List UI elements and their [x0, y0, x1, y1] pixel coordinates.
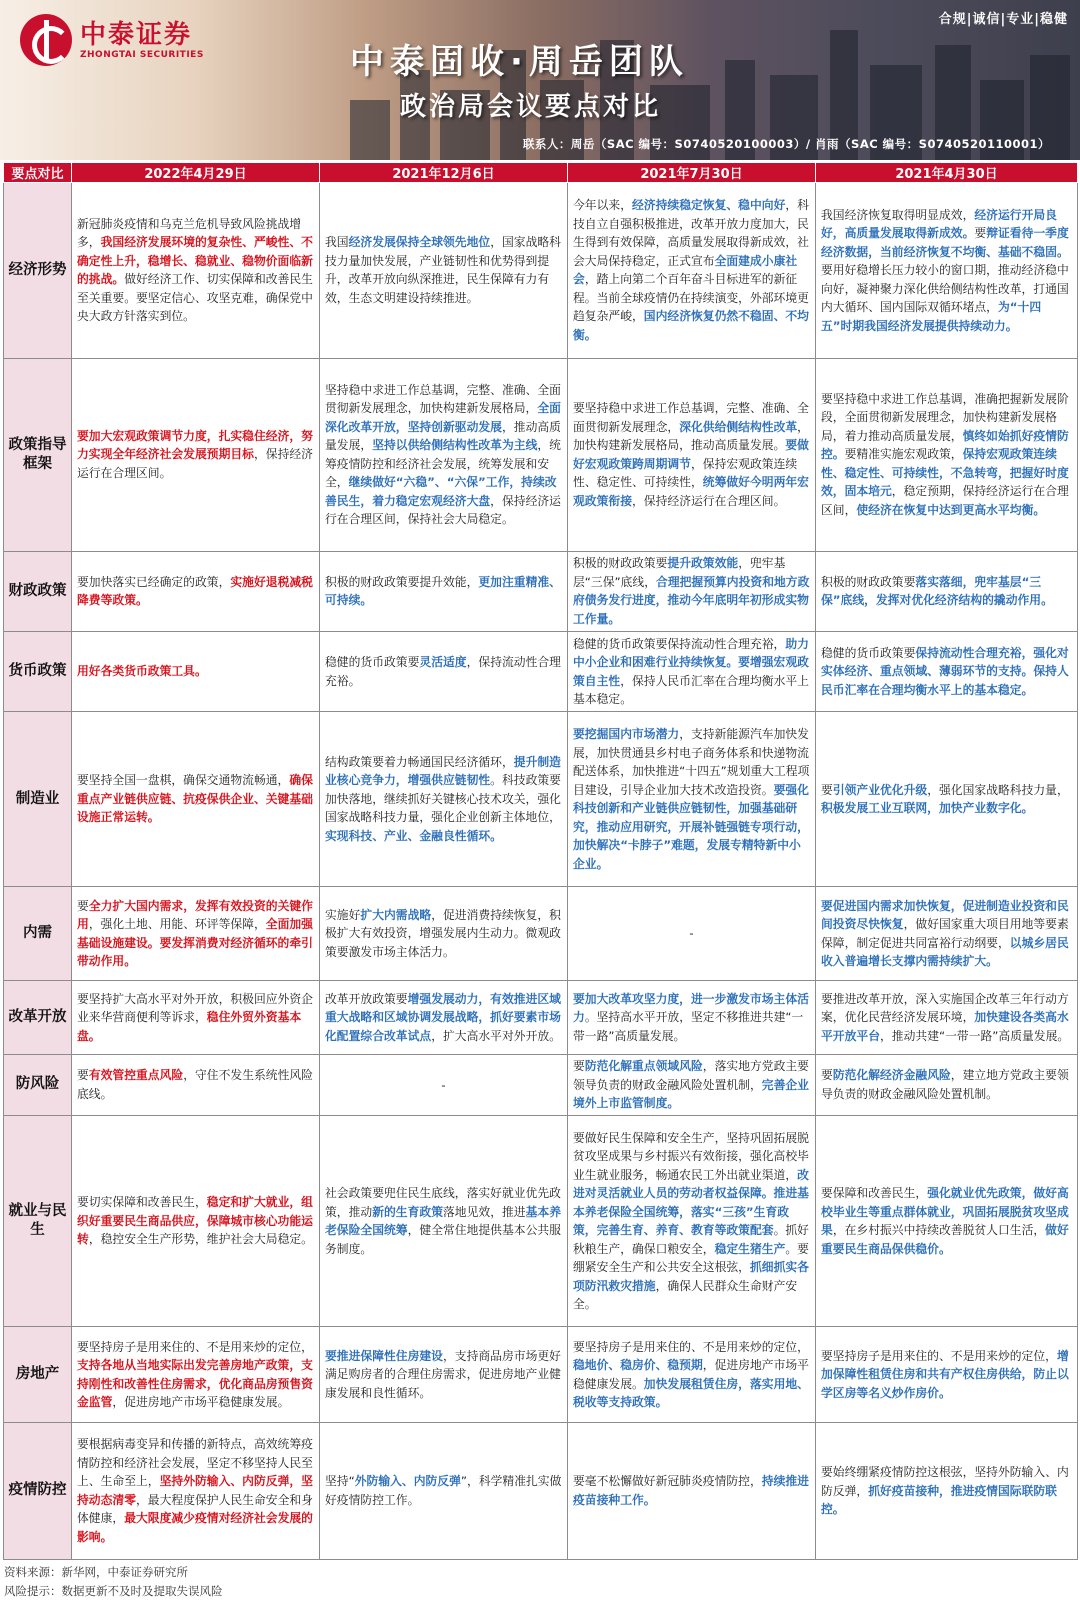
table-header-row — [4, 163, 1078, 183]
cell-text: 。坚持高水平开放，坚定不移推进共建“一带一路”高质量发展。 — [573, 1010, 804, 1043]
cell-text: - — [441, 1077, 446, 1092]
cell-text: 要 — [821, 1068, 833, 1083]
column-header: 2021年7月30日 — [568, 163, 816, 183]
row-category: 政策指导框架 — [4, 358, 72, 551]
highlight-blue-text: 提升制造业核心竞争力，增强供应链韧性 — [325, 754, 561, 788]
highlight-blue-text: 经济持续稳定恢复、稳中向好 — [632, 198, 786, 213]
cell-text: 。要绷紧安全生产和公共安全这根弦， — [573, 1241, 809, 1275]
table-cell — [816, 551, 1078, 631]
highlight-red-text: 实施好退税减税降费等政策。 — [77, 574, 313, 608]
highlight-blue-text: 助力中小企业和困难行业持续恢复。要增强宏观政策自主性 — [573, 636, 809, 688]
table-cell — [568, 981, 816, 1054]
source-note: 资料来源：新华网，中泰证券研究所 — [4, 1565, 188, 1579]
cell-text: ，促进房地产市场平稳健康发展。 — [573, 1358, 809, 1391]
cell-text: 积极的财政政策要 — [821, 574, 916, 589]
cell-text: ，踏上向第二个百年奋斗目标进军的新征程。当前全球疫情仍在持续演变，外部环境更趋复杂严峻， — [573, 272, 809, 324]
cell-text: ，支持商品房市场更好满足购房者的合理住房需求，促进房地产业健康发展和良性循环。 — [325, 1348, 561, 1400]
cell-text: ，保持经济运行在合理区间，保持社会大局稳定。 — [325, 493, 561, 527]
highlight-blue-text: 稳地价、稳房价、稳预期 — [573, 1358, 703, 1373]
table-cell — [72, 886, 320, 980]
table-cell — [816, 1327, 1078, 1422]
table-cell — [72, 1116, 320, 1327]
table-cell — [320, 981, 568, 1054]
highlight-red-text: 我国经济发展环境的复杂性、严峻性、不确定性上升，稳增长、稳就业、稳物价面临新的挑战。 — [77, 235, 313, 287]
table-cell — [816, 1116, 1078, 1327]
cell-text: ，兜牢基层“三保”底线， — [573, 556, 786, 589]
highlight-blue-text: 抓细抓实各项防汛救灾措施 — [573, 1260, 809, 1293]
cell-text: 要保障和改善民生， — [821, 1186, 928, 1201]
highlight-blue-text: 灵活适度 — [419, 655, 467, 670]
cell-text: 要 — [974, 226, 987, 241]
table-cell — [320, 712, 568, 887]
highlight-red-text: 用好各类货币政策工具。 — [77, 664, 207, 679]
table-cell — [568, 712, 816, 887]
cell-text: ，保持宏观政策连续性、稳定性、可持续性， — [573, 456, 798, 490]
table-cell — [568, 1116, 816, 1327]
highlight-blue-text: 强化就业优先政策，做好高校毕业生等重点群体就业，巩固拓展脱贫攻坚成果 — [821, 1186, 1069, 1238]
highlight-blue-text: 保持流动性合理充裕，强化对实体经济、重点领域、薄弱环节的支持。保持人民币汇率在合理均衡水平上的基本稳定。 — [821, 645, 1069, 697]
table-cell — [568, 1327, 816, 1422]
cell-text: 要坚持稳中求进工作总基调，准确把握新发展阶段，全面贯彻新发展理念，加快构建新发展格局，着力推动高质量发展， — [821, 391, 1069, 443]
cell-text: 我国 — [325, 235, 349, 250]
highlight-blue-text: 基本养老保险全国统筹 — [325, 1204, 561, 1238]
table-cell — [568, 1054, 816, 1115]
cell-text: ，强化国家战略科技力量， — [927, 782, 1069, 797]
row-category: 疫情防控 — [4, 1422, 72, 1559]
row-category: 房地产 — [4, 1327, 72, 1422]
cell-text: ，保持人民币汇率在合理均衡水平上基本稳定。 — [573, 673, 809, 707]
table-cell — [72, 1422, 320, 1559]
footer-notes — [4, 1563, 223, 1601]
table-cell — [72, 981, 320, 1054]
cell-text: 要用好稳增长压力较小的窗口期，推动经济稳中向好，凝神聚力深化供给侧结构性改革，打通国内大循环、国内国际双循环堵点， — [821, 263, 1069, 315]
cell-text: ，健全常住地提供基本公共服务制度。 — [325, 1223, 561, 1256]
comparison-table-wrapper — [3, 162, 1077, 1560]
cell-text: ，落实地方党政主要领导负责的财政金融风险处置机制， — [573, 1059, 809, 1092]
cell-text: 要 — [821, 782, 833, 797]
cell-text: ，建立地方党政主要领导负责的财政金融风险处置机制。 — [821, 1068, 1069, 1101]
cell-text: 结构政策要着力畅通国民经济循环， — [325, 754, 514, 769]
highlight-red-text: 全面加强基础设施建设。要发挥消费对经济循环的牵引带动作用。 — [77, 917, 313, 969]
cell-text: ，最大程度保护人民生命安全和身体健康， — [77, 1492, 313, 1526]
highlight-red-text: 要加大宏观政策调节力度，扎实稳住经济，努力实现全年经济社会发展预期目标 — [77, 428, 313, 462]
table-cell — [816, 631, 1078, 711]
highlight-blue-text: 经济运行开局良好，高质量发展取得新成效。 — [821, 207, 1057, 241]
highlight-blue-text: 完善企业境外上市监管制度。 — [573, 1077, 809, 1111]
cell-text: 要 — [77, 1068, 89, 1083]
highlight-blue-text: 新的生育政策 — [372, 1204, 443, 1219]
cell-text: 要毫不松懈做好新冠肺炎疫情防控， — [573, 1474, 762, 1489]
comparison-table — [3, 162, 1078, 1560]
cell-text: 要始终绷紧疫情防控这根弦，坚持外防输入、内防反弹， — [821, 1465, 1069, 1498]
highlight-blue-text: 全面建成小康社会 — [573, 253, 798, 287]
highlight-blue-text: 加快建设各类高水平开放平台 — [821, 1010, 1069, 1043]
cell-text: ，统筹疫情防控和经济社会发展，统筹发展和安全， — [325, 438, 561, 490]
table-row — [4, 981, 1078, 1054]
table-cell — [320, 1116, 568, 1327]
highlight-blue-text: 扩大内需战略 — [360, 907, 432, 922]
cell-text: ，国家战略科技力量加快发展，产业链韧性和优势得到提升，改革开放向纵深推进，民生保障有力有效，生态文明建设持续推进。 — [325, 235, 561, 305]
table-row — [4, 1116, 1078, 1327]
cell-text: 要坚持房子是用来住的、不是用来炒的定位， — [821, 1348, 1057, 1363]
highlight-blue-text: 做好重要民生商品保供稳价。 — [821, 1223, 1069, 1256]
highlight-blue-text: 增强发展动力，有效推进区域重大战略和区域协调发展战略，抓好要素市场化配置综合改革试点 — [325, 991, 561, 1043]
cell-text: 积极的财政政策要提升效能， — [325, 574, 479, 589]
cell-text: 。抓好秋粮生产，确保口粮安全， — [573, 1223, 809, 1256]
zhongtai-logo-icon — [20, 14, 72, 66]
column-header: 2021年4月30日 — [816, 163, 1078, 183]
cell-text: 实施好 — [325, 907, 361, 922]
table-cell — [72, 1327, 320, 1422]
table-row — [4, 551, 1078, 631]
table-row — [4, 712, 1078, 887]
highlight-blue-text: 经济发展保持全球领先地位 — [348, 235, 491, 250]
table-cell — [320, 631, 568, 711]
table-cell — [816, 1054, 1078, 1115]
table-row — [4, 358, 1078, 551]
cell-text: 要坚持房子是用来住的、不是用来炒的定位， — [573, 1339, 809, 1354]
cell-text: ，做好国家重大项目用地等要素保障，制定促进共同富裕行动纲要， — [821, 917, 1069, 950]
table-cell — [320, 1422, 568, 1559]
highlight-red-text: 确保重点产业链供应链、抗疫保供企业、关键基础设施正常运转。 — [77, 773, 313, 825]
highlight-blue-text: 外防输入、内防反弹 — [354, 1474, 461, 1489]
highlight-blue-text: 更加注重精准、可持续。 — [325, 574, 561, 608]
cell-text: ，稳控安全生产形势，维护社会大局稳定。 — [88, 1232, 313, 1247]
row-category: 经济形势 — [4, 183, 72, 359]
cell-text: ，促进消费持续恢复，积极扩大有效投资，增强发展内生动力。微观政策要激发市场主体活力。 — [325, 907, 561, 959]
row-category: 制造业 — [4, 712, 72, 887]
highlight-blue-text: 防范化解经济金融风险 — [832, 1068, 951, 1083]
contact-line: 联系人：周岳（SAC 编号：S0740520100003）/ 肖雨（SAC 编号：S0740520110001） — [522, 137, 1050, 151]
highlight-blue-text: 要促进国内需求加快恢复，促进制造业投资和民间投资尽快恢复 — [821, 898, 1069, 932]
cell-text: ，在乡村振兴中持续改善脱贫人口生活， — [832, 1223, 1046, 1238]
cell-text: 积极的财政政策要 — [573, 556, 668, 571]
table-cell — [816, 712, 1078, 887]
row-category: 财政政策 — [4, 551, 72, 631]
table-cell — [568, 886, 816, 980]
highlight-red-text: 最大限度减少疫情对经济社会发展的影响。 — [77, 1511, 313, 1544]
highlight-red-text: 支持各地从当地实际出发完善房地产政策，支持刚性和改善性住房需求，优化商品房预售资金监管 — [77, 1358, 313, 1410]
cell-text: 新冠肺炎疫情和乌克兰危机导致风险挑战增多， — [77, 216, 302, 250]
table-cell — [72, 551, 320, 631]
table-cell — [568, 183, 816, 359]
cell-text: ，保持经济运行在合理区间。 — [77, 447, 313, 480]
cell-text: 要坚持扩大高水平对外开放，积极回应外资企业来华营商便利等诉求， — [77, 991, 313, 1025]
table-row — [4, 631, 1078, 711]
highlight-blue-text: 慎终如始抓好疫情防控。 — [821, 428, 1069, 462]
table-row — [4, 1327, 1078, 1422]
highlight-blue-text: 稳定生猪生产 — [714, 1241, 786, 1256]
table-cell — [320, 183, 568, 359]
cell-text: ，强化土地、用能、环评等保障， — [88, 917, 266, 932]
table-row — [4, 1054, 1078, 1115]
cell-text: 我国经济恢复取得明显成效， — [821, 207, 975, 222]
table-cell — [568, 1422, 816, 1559]
highlight-blue-text: 继续做好“六稳”、“六保”工作，持续改善民生，着力稳定宏观经济大盘 — [325, 475, 557, 508]
highlight-blue-text: 防范化解重点领域风险 — [584, 1059, 703, 1074]
cell-text: 要加快落实已经确定的政策， — [77, 574, 231, 589]
cell-text: ，推动高质量发展， — [325, 419, 561, 453]
cell-text: 落地见效，推进 — [443, 1204, 526, 1219]
cell-text: ，加快构建新发展格局，推动高质量发展。 — [573, 419, 809, 453]
highlight-blue-text: 要挖掘国内市场潜力 — [573, 727, 680, 742]
cell-text: 社会政策要兜住民生底线，落实好就业优先政策，推动 — [325, 1186, 561, 1219]
table-cell — [568, 358, 816, 551]
highlight-blue-text: 积极发展工业互联网，加快产业数字化。 — [821, 801, 1034, 816]
cell-text: 。科技政策要加快落地，继续抓好关键核心技术攻关，强化国家战略科技力量，强化企业创新主体地位， — [325, 773, 561, 825]
table-cell — [816, 981, 1078, 1054]
highlight-blue-text: 落实落细，兜牢基层“三保”底线，发挥对优化经济结构的撬动作用。 — [821, 574, 1053, 608]
highlight-blue-text: 国内经济恢复仍然不稳固、不均衡。 — [573, 309, 809, 342]
cell-text: 要坚持全国一盘棋，确保交通物流畅通， — [77, 773, 290, 788]
table-cell — [320, 551, 568, 631]
cell-text: 要 — [77, 898, 89, 913]
highlight-red-text: 有效管控重点风险 — [88, 1068, 184, 1083]
cell-text: ，守住不发生系统性风险底线。 — [77, 1068, 313, 1101]
table-row — [4, 886, 1078, 980]
highlight-blue-text: 实现科技、产业、金融良性循环。 — [325, 828, 502, 843]
table-cell — [72, 631, 320, 711]
column-header: 2022年4月29日 — [72, 163, 320, 183]
table-cell — [72, 712, 320, 887]
cell-text: ，扩大高水平对外开放。 — [431, 1028, 561, 1043]
highlight-red-text: 全力扩大国内需求，发挥有效投资的关键作用 — [77, 898, 313, 932]
highlight-red-text: 稳住外贸外资基本盘。 — [77, 1010, 302, 1043]
highlight-blue-text: 抓好疫苗接种，推进疫情国际联防联控。 — [821, 1483, 1057, 1517]
highlight-blue-text: 合理把握预算内投资和地方政府债务发行进度，推动今年底明年初形成实物工作量。 — [573, 574, 810, 626]
cell-text: 稳健的货币政策要 — [325, 655, 420, 670]
cell-text: 改革开放政策要 — [325, 991, 408, 1006]
table-row — [4, 1422, 1078, 1559]
cell-text: - — [689, 926, 694, 941]
logo-cn-text: 中泰证券 — [80, 20, 193, 50]
cell-text: 要坚持稳中求进工作总基调，完整、准确、全面贯彻新发展理念， — [573, 401, 809, 434]
highlight-blue-text: 保持宏观政策连续性、稳定性、可持续性，不急转弯，把握好时度效，固本培元 — [821, 447, 1069, 499]
highlight-blue-text: 使经济在恢复中达到更高水平均衡。 — [856, 502, 1046, 517]
cell-text: ，促进房地产市场平稳健康发展。 — [112, 1395, 290, 1410]
row-category: 货币政策 — [4, 631, 72, 711]
row-category: 内需 — [4, 886, 72, 980]
page-subtitle: 政治局会议要点对比 — [400, 92, 662, 122]
table-cell — [816, 183, 1078, 359]
column-header: 2021年12月6日 — [320, 163, 568, 183]
table-cell — [816, 886, 1078, 980]
company-logo — [20, 14, 204, 66]
cell-text: ，推动共建“一带一路”高质量发展。 — [880, 1028, 1070, 1043]
table-cell — [568, 631, 816, 711]
highlight-blue-text: 持续推进疫苗接种工作。 — [573, 1474, 809, 1507]
cell-text: 稳健的货币政策要 — [821, 645, 916, 660]
highlight-blue-text: 改进对灵活就业人员的劳动者权益保障。推进基本养老保险全国统筹，落实“三孩”生育政策，完善生育、养育、教育等政策配套 — [573, 1167, 809, 1238]
highlight-blue-text: 要加大改革攻坚力度，进一步激发市场主体活力 — [573, 991, 809, 1025]
cell-text: 要精准实施宏观政策， — [844, 447, 963, 462]
cell-text: 要切实保障和改善民生， — [77, 1195, 207, 1210]
table-cell — [72, 183, 320, 359]
table-cell — [320, 1327, 568, 1422]
cell-text: 要推进改革开放，深入实施国企改革三年行动方案，优化民营经济发展环境， — [821, 991, 1069, 1025]
cell-text: 要根据病毒变异和传播的新特点，高效统筹疫情防控和经济社会发展，坚定不移坚持人民至上、生命至上， — [77, 1437, 313, 1489]
cell-text: 坚持“ — [325, 1474, 355, 1489]
risk-note: 风险提示：数据更新不及时及提取失误风险 — [4, 1584, 223, 1598]
highlight-blue-text: 引领产业优化升级 — [832, 782, 928, 797]
row-category: 防风险 — [4, 1054, 72, 1115]
table-cell — [816, 1422, 1078, 1559]
cell-text: ，稳定预期，保持经济运行在合理区间， — [821, 484, 1069, 517]
cell-text: ，保持流动性合理充裕。 — [325, 655, 561, 688]
highlight-blue-text: 全面深化改革开放，坚持创新驱动发展 — [325, 401, 561, 434]
highlight-blue-text: 加快发展租赁住房，落实用地、税收等支持政策。 — [573, 1376, 809, 1410]
table-cell — [72, 358, 320, 551]
column-header: 要点对比 — [4, 163, 72, 183]
highlight-blue-text: 增加保障性租赁住房和共有产权住房供给，防止以学区房等名义炒作房价。 — [821, 1348, 1069, 1400]
cell-text: 今年以来， — [573, 198, 632, 213]
table-cell — [816, 358, 1078, 551]
table-cell — [320, 886, 568, 980]
table-cell — [320, 358, 568, 551]
cell-text: 做好经济工作、切实保障和改善民生至关重要。要坚定信心、攻坚克难，确保党中央大政方针落实到位。 — [77, 272, 313, 324]
highlight-red-text: 坚持外防输入、内防反弹，坚持动态清零 — [77, 1474, 313, 1507]
highlight-blue-text: 坚持以供给侧结构性改革为主线 — [372, 438, 538, 453]
highlight-blue-text: 要强化科技创新和产业链供应链韧性，加强基础研究，推动应用研究，开展补链强链专项行动，加快解决“卡脖子”难题，发展专精特新中小企业。 — [573, 782, 809, 871]
highlight-blue-text: 要做好宏观政策跨周期调节 — [573, 438, 809, 471]
table-cell — [568, 551, 816, 631]
highlight-blue-text: 统筹做好今明两年宏观政策衔接 — [573, 475, 809, 508]
slogan: 合规|诚信|专业|稳健 — [938, 12, 1068, 27]
table-cell — [72, 1054, 320, 1115]
logo-en-text: ZHONGTAI SECURITIES — [80, 50, 204, 60]
cell-text: ，科技自立自强积极推进，改革开放力度加大，民生得到有效保障，高质量发展取得新成效，社会大局保持稳定，正式宣布 — [573, 198, 809, 268]
highlight-blue-text: 为“十四五”时期我国经济发展提供持续动力。 — [821, 300, 1042, 333]
cell-text: 要 — [573, 1059, 585, 1074]
highlight-blue-text: 辩证看待一季度经济数据，当前经济恢复不均衡、基础不稳固。 — [821, 226, 1069, 259]
header-banner — [0, 0, 1080, 160]
cell-text: 稳健的货币政策要保持流动性合理充裕， — [573, 636, 786, 651]
cell-text: ，确保人民群众生命财产安全。 — [573, 1278, 798, 1312]
table-row — [4, 183, 1078, 359]
row-category: 就业与民生 — [4, 1116, 72, 1327]
cell-text: 要做好民生保障和安全生产，坚持巩固拓展脱贫攻坚成果与乡村振兴有效衔接，强化高校毕业生就业服务，畅通农民工外出就业渠道， — [573, 1130, 809, 1182]
highlight-blue-text: 提升政策效能 — [667, 556, 739, 571]
cell-text: 坚持稳中求进工作总基调，完整、准确、全面贯彻新发展理念，加快构建新发展格局， — [325, 382, 561, 416]
highlight-blue-text: 以城乡居民收入普遍增长支撑内需持续扩大。 — [821, 935, 1069, 969]
cell-text: ，保持经济运行在合理区间。 — [632, 493, 786, 508]
cell-text: ，支持新能源汽车加快发展，加快贯通县乡村电子商务体系和快递物流配送体系，加快推进“十四五”规划重大工程项目建设，引导企业加大技术改造投资。 — [573, 727, 810, 797]
cell-text: 要坚持房子是用来住的、不是用来炒的定位， — [77, 1339, 313, 1354]
row-category: 改革开放 — [4, 981, 72, 1054]
highlight-blue-text: 深化供给侧结构性改革 — [679, 419, 798, 434]
table-cell — [320, 1054, 568, 1115]
highlight-red-text: 稳定和扩大就业，组织好重要民生商品供应，保障城市核心功能运转 — [77, 1195, 313, 1247]
highlight-blue-text: 要推进保障性住房建设 — [325, 1348, 443, 1363]
page-title: 中泰固收·周岳团队 — [350, 42, 689, 82]
cell-text: ”，科学精准扎实做好疫情防控工作。 — [325, 1474, 562, 1507]
